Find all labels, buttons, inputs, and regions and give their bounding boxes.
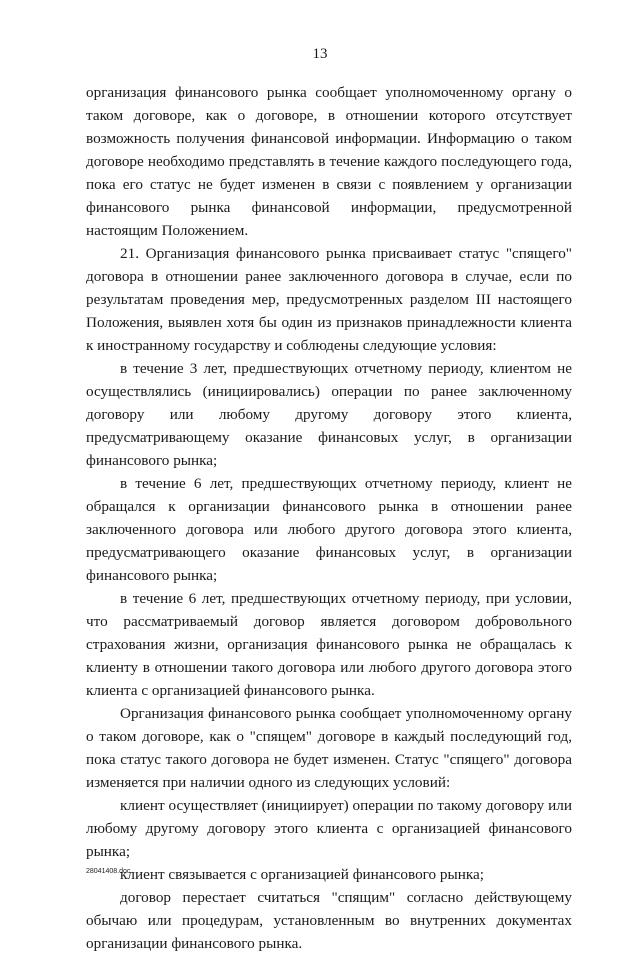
page-number: 13 — [312, 46, 328, 62]
paragraph-sleeping-status: Организация финансового рынка сообщает уполномоченному органу о таком договоре, как о "спящем" договоре в каждый последующий год, пока статус такого договора не будет изменен. Статус "спящего" договора изменяется при наличии одного из следующих условий: — [86, 705, 572, 791]
condition-item-life-insurance: в течение 6 лет, предшествующих отчетному периоду, при условии, что рассматриваемый договор является договором добровольного страхования жизни, организация финансового рынка не обращалась к клиенту в отношении такого договора или любого другого договора этого клиента с организацией финансового рынка. — [86, 590, 572, 699]
document-body — [86, 81, 572, 955]
condition-item-6-years: в течение 6 лет, предшествующих отчетному периоду, клиент не обращался к организации финансового рынка в отношении ранее заключенного договора или любого другого договора этого клиента, предусматривающего оказание финансовых услуг, в организации финансового рынка; — [86, 475, 572, 584]
condition-item-3-years: в течение 3 лет, предшествующих отчетному периоду, клиентом не осуществлялись (инициировались) операции по ранее заключенному договору или любому другому договору этого клиента, предусматривающему оказание финансовых услуг, в организации финансового рынка; — [86, 360, 572, 469]
paragraph-clause-21: 21. Организация финансового рынка присваивает статус "спящего" договора в отношении ранее заключенного договора в случае, если по результатам проведения мер, предусмотренных разделом III настоящего Положения, выявлен хотя бы один из признаков принадлежности клиента к иностранному государству и соблюдены следующие условия: — [86, 245, 572, 354]
status-change-item-operations: клиент осуществляет (инициирует) операции по такому договору или любому другому договору этого клиента с организацией финансового рынка; — [86, 797, 572, 860]
footer-filename: 28041408.doc — [86, 868, 131, 875]
status-change-item-contact: клиент связывается с организацией финансового рынка; — [120, 866, 484, 883]
paragraph-continuation: организация финансового рынка сообщает уполномоченному органу о таком договоре, как о договоре, в отношении которого отсутствует возможность получения финансовой информации. Информацию о таком договоре необходимо представлять в течение каждого последующего года, пока его статус не будет изменен в связи с появлением у организации финансового рынка финансовой информации, предусмотренной настоящим Положением. — [86, 84, 572, 239]
status-change-item-procedures: договор перестает считаться "спящим" согласно действующему обычаю или процедурам, установленным во внутренних документах организации финансового рынка. — [86, 889, 572, 952]
